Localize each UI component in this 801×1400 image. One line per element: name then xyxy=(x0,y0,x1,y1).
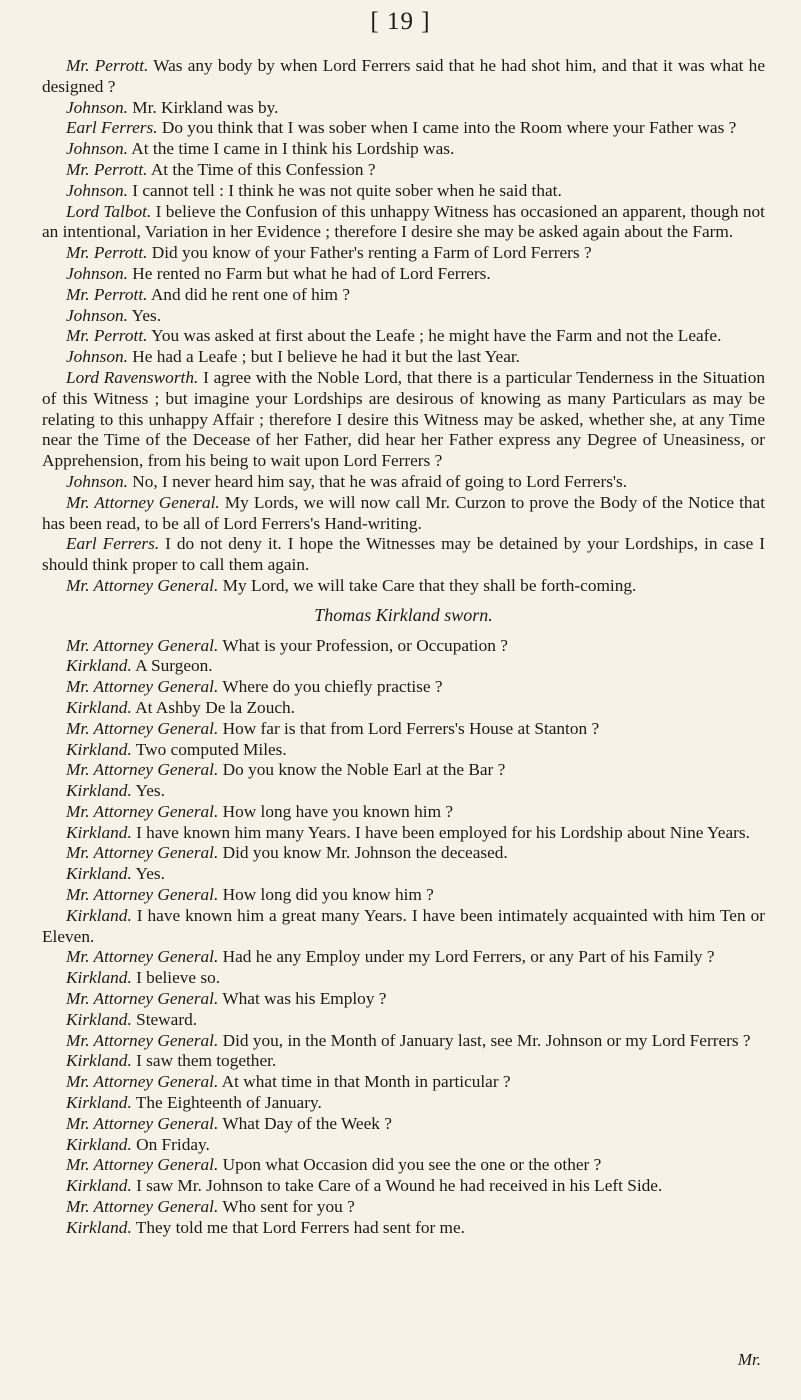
testimony-paragraph xyxy=(42,1197,765,1218)
testimony-paragraph xyxy=(42,677,765,698)
speaker-name: Mr. Perrott. xyxy=(66,284,148,304)
testimony-paragraph xyxy=(42,1072,765,1093)
testimony-paragraph xyxy=(42,636,765,657)
testimony-text: He had a Leafe ; but I believe he had it but the last Year. xyxy=(127,347,520,367)
testimony-paragraph xyxy=(42,989,765,1010)
speaker-name: Kirkland. xyxy=(66,1134,132,1154)
testimony-text: I believe so. xyxy=(131,968,221,988)
speaker-name: Kirkland. xyxy=(66,656,132,676)
testimony-text: You was asked at first about the Leafe ; he might have the Farm and not the Leafe. xyxy=(147,326,722,346)
testimony-text: Steward. xyxy=(131,1009,198,1029)
testimony-text: How far is that from Lord Ferrers's House at Stanton ? xyxy=(218,718,600,738)
testimony-text: I believe the Confusion of this unhappy Witness has occasioned an apparent, though not an intentional, Variation in her Evidence ; therefore I desire she may be asked again about the Farm. xyxy=(42,201,765,242)
testimony-paragraph xyxy=(42,160,765,181)
speaker-name: Mr. Attorney General. xyxy=(66,1155,219,1175)
testimony-paragraph xyxy=(42,719,765,740)
testimony-paragraph xyxy=(42,264,765,285)
testimony-text: Yes. xyxy=(127,305,162,325)
testimony-text: My Lord, we will take Care that they shall be forth-coming. xyxy=(218,575,637,595)
testimony-paragraph xyxy=(42,493,765,535)
speaker-name: Johnson. xyxy=(66,97,128,117)
testimony-paragraph xyxy=(42,118,765,139)
testimony-paragraph xyxy=(42,656,765,677)
speaker-name: Johnson. xyxy=(66,263,128,283)
testimony-paragraph xyxy=(42,306,765,327)
speaker-name: Mr. Attorney General. xyxy=(66,1030,219,1050)
speaker-name: Mr. Perrott. xyxy=(66,56,149,75)
speaker-name: Johnson. xyxy=(66,471,128,491)
testimony-paragraph xyxy=(42,760,765,781)
testimony-paragraph xyxy=(42,1135,765,1156)
testimony-paragraph xyxy=(42,326,765,347)
speaker-name: Mr. Perrott. xyxy=(66,243,148,263)
testimony-text: And did he rent one of him ? xyxy=(147,284,350,304)
speaker-name: Mr. Attorney General. xyxy=(66,718,219,738)
testimony-text: At the Time of this Confession ? xyxy=(147,159,376,179)
speaker-name: Kirkland. xyxy=(66,1176,132,1196)
testimony-text: They told me that Lord Ferrers had sent for me. xyxy=(131,1217,465,1237)
speaker-name: Mr. Attorney General. xyxy=(66,843,219,863)
speaker-name: Kirkland. xyxy=(66,864,132,884)
testimony-paragraph xyxy=(42,56,765,98)
page-number: [ 19 ] xyxy=(370,8,431,35)
testimony-paragraph xyxy=(42,864,765,885)
speaker-name: Kirkland. xyxy=(66,968,132,988)
speaker-name: Mr. Attorney General. xyxy=(66,635,219,655)
testimony-paragraph xyxy=(42,885,765,906)
testimony-paragraph xyxy=(42,802,765,823)
testimony-text: What Day of the Week ? xyxy=(218,1113,392,1133)
speaker-name: Mr. Attorney General. xyxy=(66,989,219,1009)
speaker-name: Lord Ravensworth. xyxy=(66,367,199,387)
speaker-name: Mr. Attorney General. xyxy=(66,677,219,697)
testimony-text: Was any body by when Lord Ferrers said that he had shot him, and that it was what he designed ? xyxy=(42,56,765,96)
testimony-text: At Ashby De la Zouch. xyxy=(131,697,295,717)
testimony-paragraph xyxy=(42,1031,765,1052)
testimony-paragraph xyxy=(42,781,765,802)
speaker-name: Mr. Attorney General. xyxy=(66,1113,219,1133)
speaker-name: Kirkland. xyxy=(66,1217,132,1237)
speaker-name: Earl Ferrers. xyxy=(66,118,158,138)
speaker-name: Johnson. xyxy=(66,305,128,325)
testimony-text: How long have you known him ? xyxy=(218,801,454,821)
document-body xyxy=(42,0,765,1239)
speaker-name: Mr. Perrott. xyxy=(66,326,148,346)
section-heading xyxy=(42,605,765,626)
testimony-text: Did you know of your Father's renting a Farm of Lord Ferrers ? xyxy=(147,243,592,263)
testimony-text: What was his Employ ? xyxy=(218,989,387,1009)
testimony-text: Did you, in the Month of January last, see Mr. Johnson or my Lord Ferrers ? xyxy=(218,1030,751,1050)
testimony-text: On Friday. xyxy=(131,1134,210,1154)
speaker-name: Kirkland. xyxy=(66,905,132,925)
testimony-text: He rented no Farm but what he had of Lord Ferrers. xyxy=(127,263,491,283)
speaker-name: Kirkland. xyxy=(66,822,132,842)
testimony-text: I saw them together. xyxy=(131,1051,277,1071)
testimony-text: My Lords, we will now call Mr. Curzon to prove the Body of the Notice that has been read, to be all of Lord Ferrers's Hand-writing. xyxy=(42,492,765,533)
testimony-text: The Eighteenth of January. xyxy=(131,1093,322,1113)
testimony-text: At what time in that Month in particular ? xyxy=(218,1072,511,1092)
speaker-name: Mr. Attorney General. xyxy=(66,575,219,595)
heading-text: Thomas Kirkland sworn. xyxy=(314,604,493,625)
testimony-paragraph xyxy=(42,1218,765,1239)
testimony-text: Where do you chiefly practise ? xyxy=(218,677,443,697)
catchword: Mr. xyxy=(737,1350,761,1369)
testimony-text: Do you think that I was sober when I came into the Room where your Father was ? xyxy=(157,118,737,138)
testimony-paragraph xyxy=(42,1010,765,1031)
testimony-paragraph xyxy=(42,1051,765,1072)
testimony-text: I do not deny it. I hope the Witnesses may be detained by your Lordships, in case I should think proper to call them again. xyxy=(42,534,765,575)
testimony-text: I have known him a great many Years. I have been intimately acquainted with him Ten or Eleven. xyxy=(42,905,765,946)
testimony-text: I have known him many Years. I have been employed for his Lordship about Nine Years. xyxy=(131,822,750,842)
testimony-text: Do you know the Noble Earl at the Bar ? xyxy=(218,760,506,780)
testimony-paragraph xyxy=(42,181,765,202)
testimony-paragraph xyxy=(42,534,765,576)
testimony-text: At the time I came in I think his Lordship was. xyxy=(127,139,455,159)
testimony-paragraph xyxy=(42,906,765,948)
testimony-text: Yes. xyxy=(131,864,165,884)
testimony-paragraph xyxy=(42,139,765,160)
speaker-name: Mr. Attorney General. xyxy=(66,760,219,780)
testimony-text: Upon what Occasion did you see the one or the other ? xyxy=(218,1155,602,1175)
testimony-text: Who sent for you ? xyxy=(218,1197,355,1217)
speaker-name: Mr. Attorney General. xyxy=(66,492,220,512)
testimony-paragraph xyxy=(42,1155,765,1176)
testimony-text: Mr. Kirkland was by. xyxy=(127,97,279,117)
speaker-name: Mr. Attorney General. xyxy=(66,885,219,905)
testimony-text: A Surgeon. xyxy=(131,656,213,676)
testimony-paragraph xyxy=(42,285,765,306)
testimony-text: No, I never heard him say, that he was afraid of going to Lord Ferrers's. xyxy=(127,471,628,491)
testimony-text: How long did you know him ? xyxy=(218,885,434,905)
testimony-paragraph xyxy=(42,1176,765,1197)
testimony-text: I cannot tell : I think he was not quite sober when he said that. xyxy=(127,180,562,200)
testimony-paragraph xyxy=(42,368,765,472)
testimony-text: Two computed Miles. xyxy=(131,739,287,759)
speaker-name: Mr. Attorney General. xyxy=(66,1072,219,1092)
testimony-paragraph xyxy=(42,698,765,719)
speaker-name: Johnson. xyxy=(66,347,128,367)
testimony-text: Yes. xyxy=(131,781,165,801)
testimony-text: What is your Profession, or Occupation ? xyxy=(218,635,508,655)
speaker-name: Mr. Attorney General. xyxy=(66,1197,219,1217)
speaker-name: Mr. Attorney General. xyxy=(66,947,219,967)
testimony-text: Did you know Mr. Johnson the deceased. xyxy=(218,843,508,863)
testimony-paragraph xyxy=(42,1093,765,1114)
testimony-text: Had he any Employ under my Lord Ferrers, or any Part of his Family ? xyxy=(218,947,715,967)
speaker-name: Kirkland. xyxy=(66,1009,132,1029)
testimony-paragraph xyxy=(42,823,765,844)
testimony-paragraph xyxy=(42,968,765,989)
testimony-paragraph xyxy=(42,947,765,968)
speaker-name: Kirkland. xyxy=(66,739,132,759)
speaker-name: Mr. Perrott. xyxy=(66,159,148,179)
speaker-name: Earl Ferrers. xyxy=(66,534,160,554)
testimony-paragraph xyxy=(42,243,765,264)
testimony-paragraph xyxy=(42,202,765,244)
speaker-name: Kirkland. xyxy=(66,697,132,717)
speaker-name: Kirkland. xyxy=(66,1051,132,1071)
testimony-paragraph xyxy=(42,98,765,119)
testimony-paragraph xyxy=(42,843,765,864)
speaker-name: Lord Talbot. xyxy=(66,201,152,221)
speaker-name: Johnson. xyxy=(66,139,128,159)
testimony-text: I saw Mr. Johnson to take Care of a Wound he had received in his Left Side. xyxy=(131,1176,663,1196)
testimony-paragraph xyxy=(42,472,765,493)
speaker-name: Mr. Attorney General. xyxy=(66,801,219,821)
testimony-text: I agree with the Noble Lord, that there is a particular Tenderness in the Situation of this Witness ; but imagine your Lordships are desirous of knowing as many Particulars as may be relating to this unhappy Affair ; therefore I desire this Witness may be asked, whether she, at any Time near the Time of the Decease of her Father, did hear her Father express any Degree of Uneasiness, or Apprehension, from his being to wait upon Lord Ferrers ? xyxy=(42,367,766,471)
testimony-paragraph xyxy=(42,576,765,597)
speaker-name: Kirkland. xyxy=(66,781,132,801)
speaker-name: Johnson. xyxy=(66,180,128,200)
testimony-paragraph xyxy=(42,347,765,368)
speaker-name: Kirkland. xyxy=(66,1093,132,1113)
testimony-paragraph xyxy=(42,740,765,761)
testimony-paragraph xyxy=(42,1114,765,1135)
